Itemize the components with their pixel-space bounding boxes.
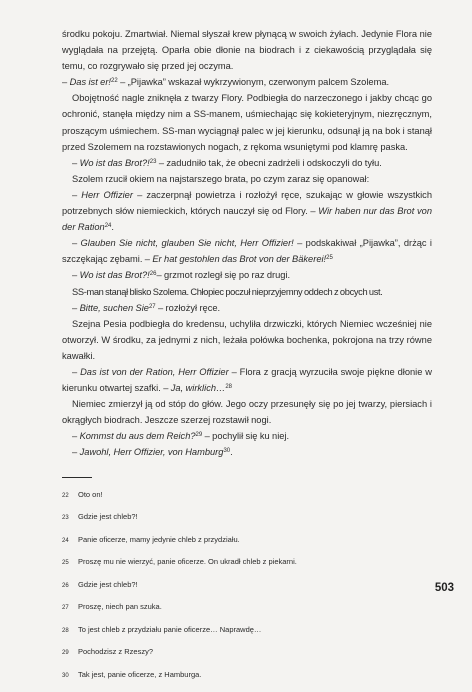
- paragraph: [62, 396, 432, 428]
- text-run: Niemiec zmierzył ją od stóp do głów. Jego oczy przesunęły się po jej twarzy, piersiach i okrągłych biodrach. Jeszcze szerzej rozstawił nogi.: [62, 399, 432, 426]
- footnote-ref: 29: [195, 432, 203, 439]
- footnote: [62, 602, 432, 613]
- footnote-ref: 30: [223, 448, 231, 455]
- text-run: – zaczerpnął powietrza i rozłożył ręce, szukając w głowie wszystkich potrzebnych słów niemieckich, których nauczył się od Flory. –: [62, 189, 432, 217]
- paragraph: [62, 444, 432, 460]
- footnote-number: 27: [62, 605, 69, 612]
- footnote-number: 23: [62, 515, 69, 522]
- german-phrase: Das ist von der Ration, Herr Offizier: [80, 366, 229, 377]
- paragraph: [62, 428, 432, 444]
- paragraph: [62, 171, 432, 187]
- footnote-number: 25: [62, 560, 69, 567]
- text-run: – Flora z gracją wyrzuciła swoje piękne dłonie w kierunku otwartej szafki. –: [62, 366, 433, 394]
- text-run: –: [72, 189, 82, 200]
- text-run: –: [62, 77, 70, 88]
- german-phrase: Bitte, suchen Sie: [79, 302, 149, 313]
- footnote-divider: [62, 477, 92, 478]
- footnote: [62, 670, 432, 681]
- german-phrase: Wo ist das Brot?!: [79, 157, 150, 168]
- text-run: SS-man stanął blisko Szolema. Chłopiec poczuł nieprzyjemny oddech z obcych ust.: [72, 286, 383, 297]
- german-phrase: Wir haben nur das Brot von der Ration: [62, 206, 433, 233]
- german-phrase: Herr Offizier: [81, 189, 133, 200]
- german-phrase: Das ist er!: [69, 77, 112, 88]
- paragraph: [62, 284, 432, 300]
- footnote-number: 26: [62, 582, 69, 589]
- footnote: [62, 647, 432, 658]
- text-run: – podskakiwał „Pijawka”, drżąc i szczękając zębami. –: [62, 238, 432, 265]
- footnote: [62, 512, 432, 523]
- paragraph: [62, 267, 432, 283]
- paragraph: [62, 316, 432, 364]
- footnotes-list: [62, 490, 432, 681]
- text-run: Szolem rzucił okiem na najstarszego brata, po czym zaraz się opanował:: [72, 173, 370, 184]
- paragraph: [62, 155, 432, 171]
- german-phrase: Glauben Sie nicht, glauben Sie nicht, Herr Offizier!: [80, 238, 294, 249]
- footnote-number: 28: [62, 627, 69, 634]
- footnote-ref: 23: [149, 158, 157, 165]
- book-page: [62, 26, 432, 692]
- text-run: –: [72, 366, 81, 377]
- text-run: Szejna Pesia podbiegła do kredensu, uchyliła drzwiczki, których Niemiec wcześniej nie otworzył. W środku, za jednymi z nich, leżała połówka bochenka, pokrojona na trzy równe kawałki.: [62, 318, 432, 361]
- footnote-ref: 28: [225, 384, 232, 391]
- footnote-text: Proszę, niech pan szuka.: [78, 602, 162, 612]
- footnote-text: Tak jest, panie oficerze, z Hamburga.: [78, 669, 202, 679]
- footnote-text: Gdzie jest chleb?!: [78, 512, 138, 522]
- text-run: –: [72, 270, 80, 281]
- text-run: środku pokoju. Zmartwiał. Niemal słyszał krew płynącą w swoich żyłach. Jedynie Flora nie wyglądała na przejętą. Oparła obie dłonie na biodrach i z ciekawością przyglądała się temu, co rozgrywało się przed jej oczyma.: [62, 29, 432, 72]
- page-number: 503: [434, 582, 454, 594]
- german-phrase: Kommst du aus dem Reich?: [79, 431, 196, 442]
- footnote-number: 22: [62, 492, 69, 499]
- text-run: –: [72, 157, 80, 168]
- footnote-text: Proszę mu nie wierzyć, panie oficerze. On ukradł chleb z piekarni.: [78, 557, 297, 567]
- footnote-text: Gdzie jest chleb?!: [78, 579, 138, 589]
- german-phrase: Wo ist das Brot?!: [79, 270, 150, 281]
- footnote-ref: 22: [111, 78, 118, 85]
- text-run: – pochylił się ku niej.: [202, 431, 290, 442]
- german-phrase: Jawohl, Herr Offizier, von Hamburg: [79, 447, 224, 458]
- footnote: [62, 490, 432, 501]
- text-run: –: [72, 431, 80, 442]
- footnote-text: To jest chleb z przydziału panie oficerze… Naprawdę…: [78, 624, 262, 634]
- footnote-ref: 24: [104, 223, 112, 230]
- text-run: – zadudniło tak, że obecni zadrżeli i odskoczyli do tyłu.: [156, 157, 382, 168]
- paragraph: [62, 364, 432, 396]
- text-run: – grzmot rozległ się po raz drugi.: [156, 270, 291, 281]
- footnote-text: Oto on!: [78, 489, 103, 499]
- paragraph: [62, 26, 432, 74]
- german-phrase: Ja, wirklich…: [170, 383, 226, 394]
- text-run: –: [72, 302, 80, 313]
- paragraph: [62, 74, 432, 90]
- text-run: – rozłożył ręce.: [155, 302, 221, 313]
- text-run: –: [72, 238, 81, 249]
- text-run: .: [111, 222, 114, 233]
- paragraph: [62, 235, 432, 267]
- paragraph: [62, 187, 432, 235]
- footnote-ref: 27: [148, 303, 156, 310]
- footnote-ref: 26: [149, 271, 157, 278]
- text-run: Obojętność nagle zniknęła z twarzy Flory. Podbiegła do narzeczonego i jakby chcąc go ochronić, stanęła między nim a SS-manem, uśmiechając się kokieteryjnym, niezręcznym, proszącym uśmiechem. SS-man wyciągnął palec w jej kierunku, odsunął ją na bok i stanął przed Szolemem na rozstawionych nogach, z rękoma wsuniętymi pod klamrę paska.: [62, 93, 432, 152]
- footnote-text: Pochodzisz z Rzeszy?: [78, 647, 154, 657]
- footnote: [62, 625, 432, 636]
- footnote: [62, 580, 432, 591]
- footnote-text: Panie oficerze, mamy jedynie chleb z przydziału.: [78, 534, 240, 544]
- text-run: .: [230, 447, 233, 458]
- paragraph: [62, 300, 432, 316]
- footnote-ref: 25: [326, 255, 333, 262]
- footnote: [62, 557, 432, 568]
- text-run: –: [72, 447, 80, 458]
- footnote-number: 24: [62, 537, 69, 544]
- paragraph: [62, 90, 432, 154]
- german-phrase: Er hat gestohlen das Brot von der Bäkerei!: [152, 254, 327, 265]
- footnote-number: 30: [62, 672, 69, 679]
- footnote-number: 29: [62, 650, 69, 657]
- main-text: [62, 26, 432, 461]
- text-run: – „Pijawka” wskazał wykrzywionym, czerwonym palcem Szolema.: [117, 77, 390, 88]
- footnote: [62, 535, 432, 546]
